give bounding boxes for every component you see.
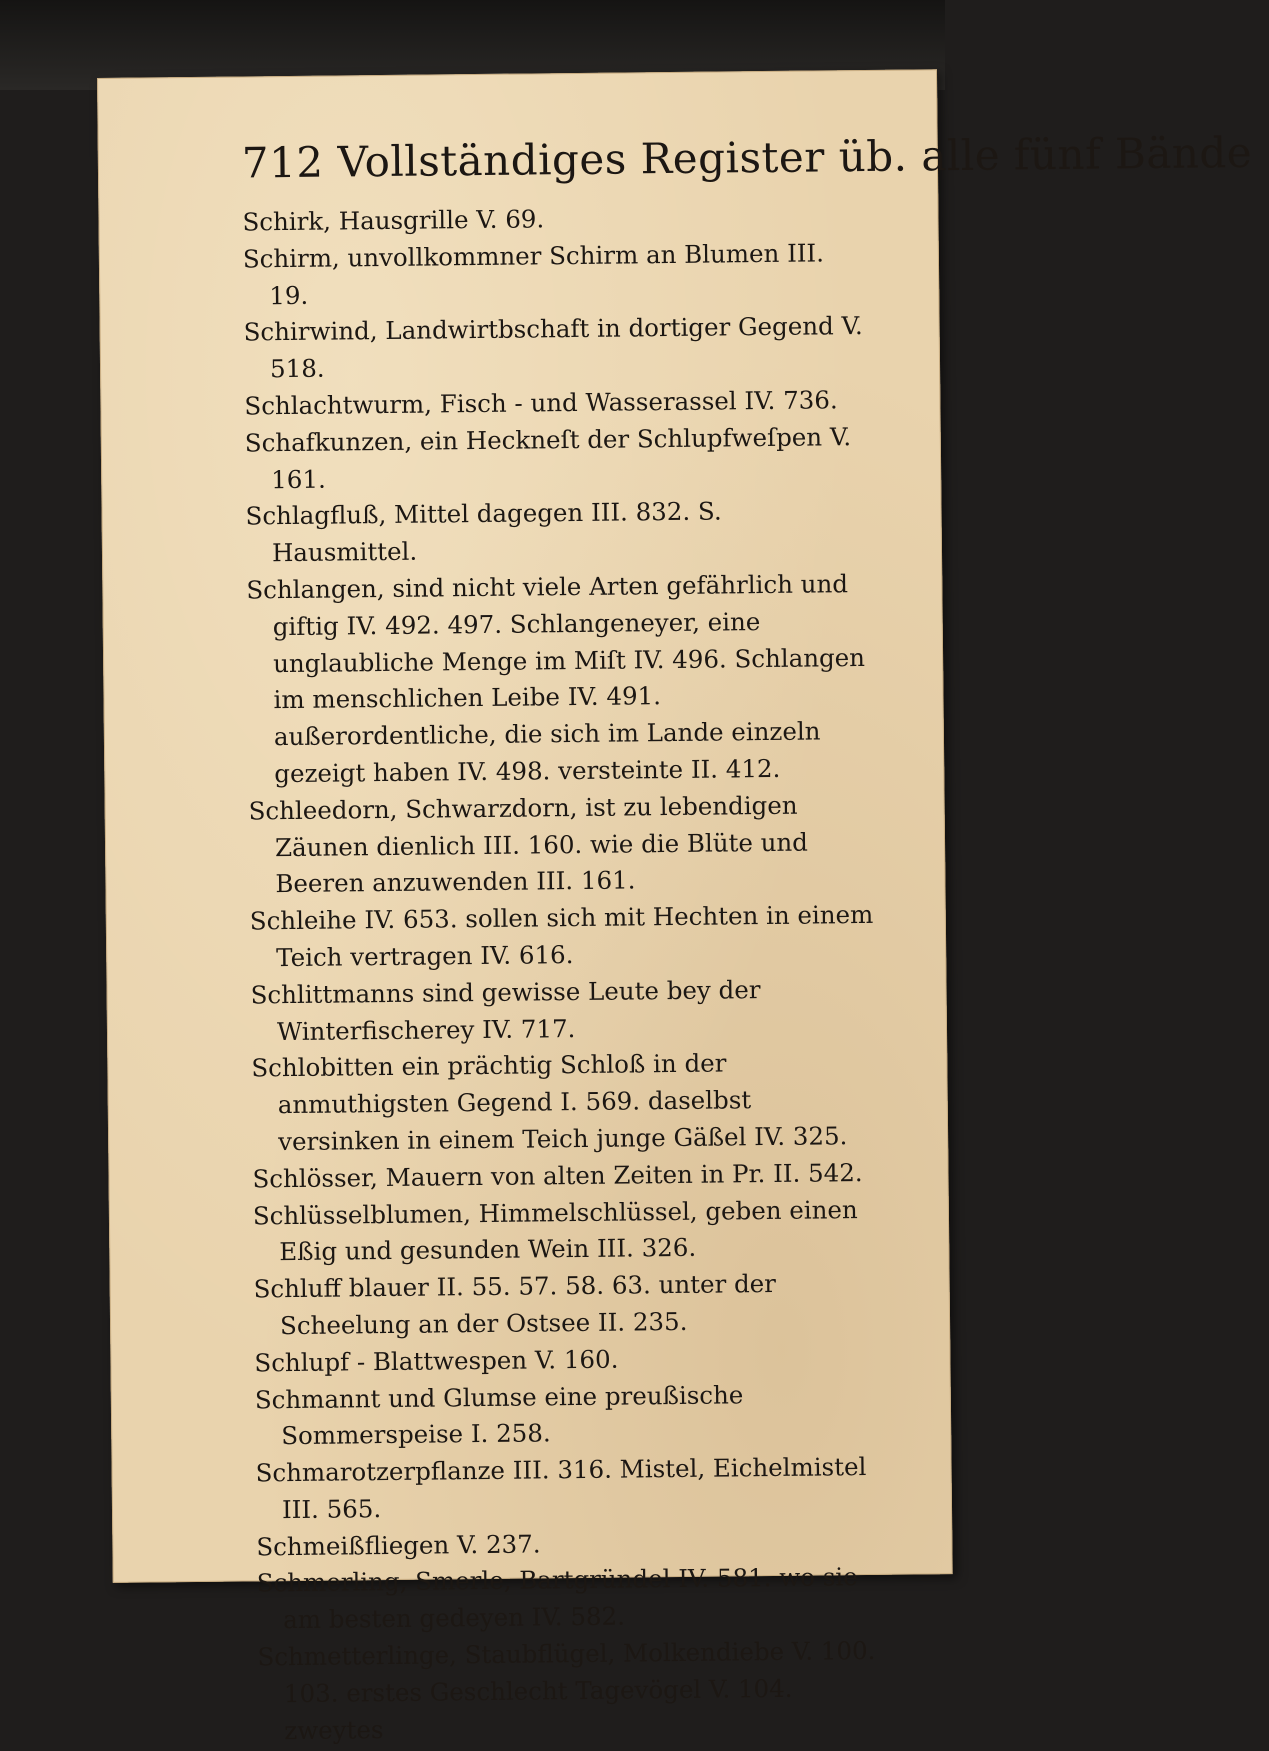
register-entry: Schleihe IV. 653. sollen sich mit Hechten in einem Teich vertragen IV. 616. bbox=[249, 900, 874, 973]
register-entry: Schlittmanns sind gewisse Leute bey der Winterfischerey IV. 717. bbox=[250, 974, 761, 1046]
register-entry: Schmannt und Glumse eine preußische Sommerspeise I. 258. bbox=[254, 1379, 744, 1451]
register-entry: Schlobitten ein prächtig Schloß in der anmuthigsten Gegend I. 569. daselbst versinken in einem Teich junge Gäßel IV. 325. bbox=[251, 1048, 848, 1157]
register-entry: Schmerling, Smerle, Bartgründel IV. 581. wo sie am besten gedeyen IV. 582. bbox=[256, 1562, 858, 1635]
register-entry: Schlösser, Mauern von alten Zeiten in Pr. II. 542. bbox=[252, 1157, 863, 1194]
register-entry: Schlüsselblumen, Himmelschlüssel, geben einen Eßig und gesunden Wein III. 326. bbox=[252, 1194, 858, 1267]
book-page bbox=[97, 69, 1253, 1745]
register-entry: Schirk, Hausgrille V. 69. bbox=[242, 204, 545, 237]
register-entry: Schlagfluß, Mittel dagegen III. 832. S. Hausmittel. bbox=[245, 496, 722, 568]
register-entry: Schmetterlinge, Staubflügel, Molkendiebe V. 100. 103. erstes Geschlecht Tagevögel V. 104. zweytes bbox=[257, 1636, 876, 1745]
register-entry: Schlachtwurm, Fisch - und Wasserassel IV. 736. bbox=[244, 385, 838, 421]
running-title: Vollständiges Register üb. alle fünf Bände bbox=[337, 127, 1253, 187]
register-entry: Schluff blauer II. 55. 57. 58. 63. unter der Scheelung an der Ostsee II. 235. bbox=[253, 1269, 777, 1341]
register-entry: Schmeißfliegen V. 237. bbox=[256, 1529, 541, 1562]
running-header bbox=[242, 128, 1253, 188]
page-number: 712 bbox=[241, 137, 324, 188]
register-entry: Schlupf - Blattwespen V. 160. bbox=[254, 1344, 619, 1378]
register-entry: Schafkunzen, ein Heckneſt der Schlupfweſpen V. 161. bbox=[244, 421, 852, 494]
register-entry: Schirwind, Landwirtbschaft in dortiger Gegend V. 518. bbox=[243, 311, 863, 384]
register-entry: Schleedorn, Schwarzdorn, ist zu lebendigen Zäunen dienlich III. 160. wie die Blüte und Beeren anzuwenden III. 161. bbox=[248, 790, 809, 899]
register-entry: Schlangen, sind nicht viele Arten gefährlich und giftig IV. 492. 497. Schlangeneyer, eine unglaubliche Menge im Miſt IV. 496. Schlangen im menschlichen Leibe IV. 491. außerordentliche, die sich im Lande einzeln gezeigt haben IV. 498. versteinte II. 412. bbox=[246, 569, 866, 789]
register-entry: Schirm, unvollkommner Schirm an Blumen III. 19. bbox=[242, 238, 825, 310]
register-entry: Schmarotzerpflanze III. 316. Mistel, Eichelmistel III. 565. bbox=[255, 1452, 867, 1525]
register-entries bbox=[242, 198, 883, 1750]
